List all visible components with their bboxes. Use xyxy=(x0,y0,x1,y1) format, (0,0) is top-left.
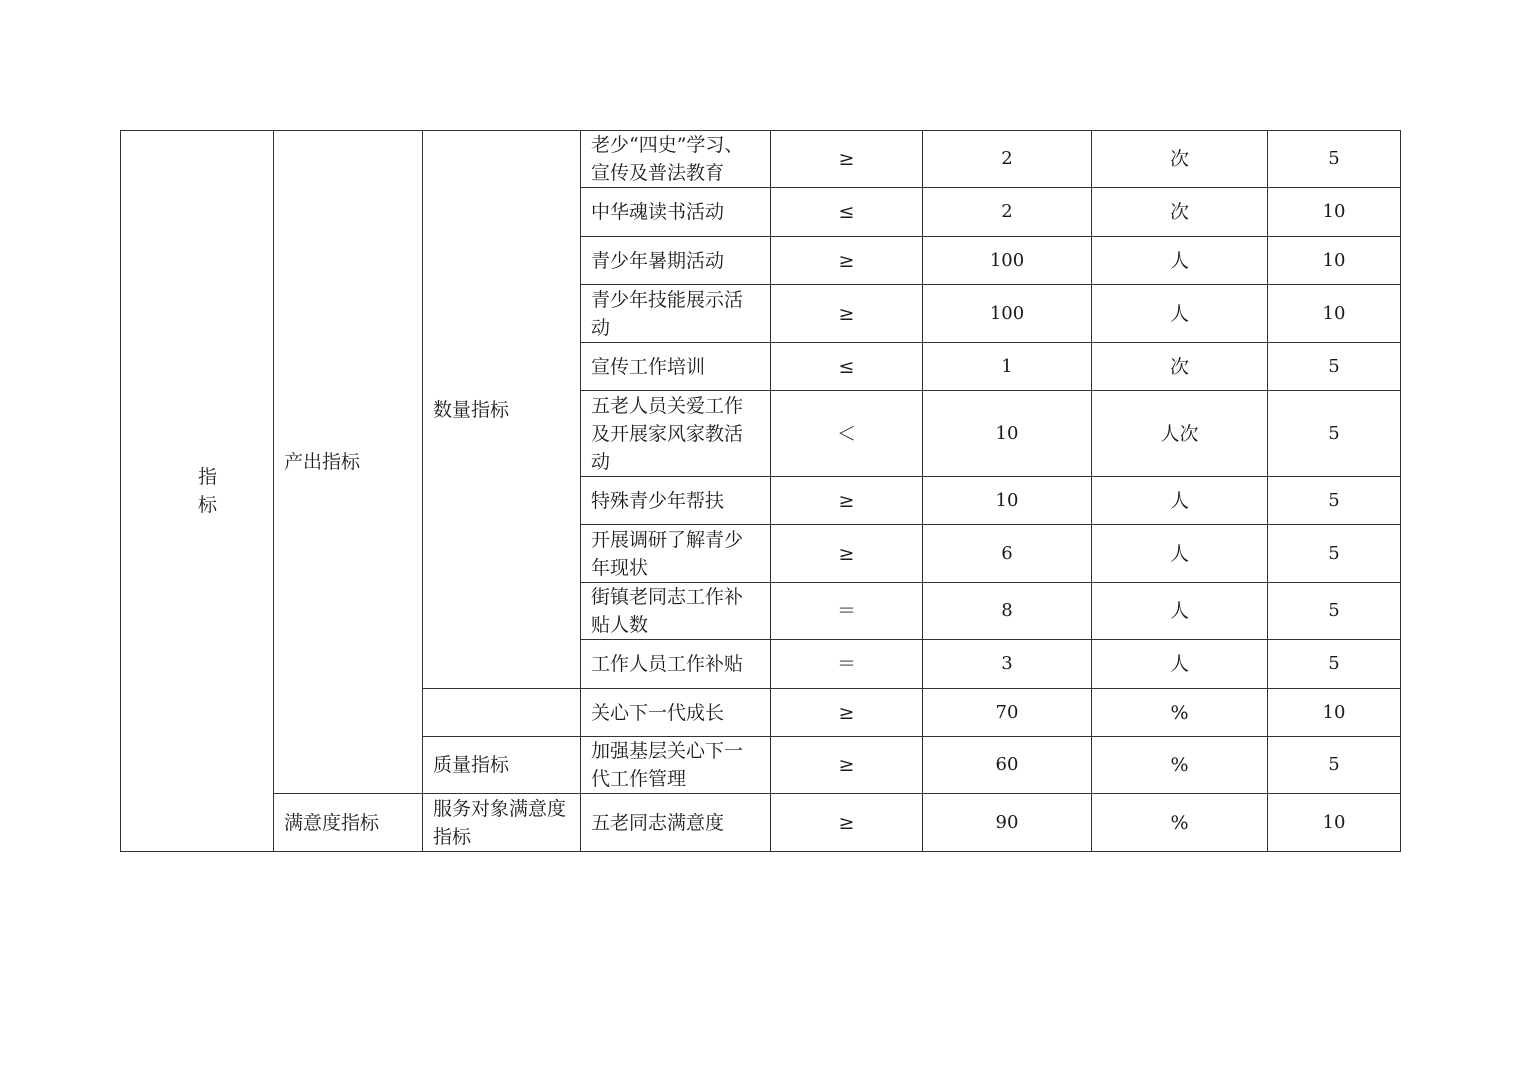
operator-cell: ≥ xyxy=(771,131,923,188)
value-cell: 8 xyxy=(923,583,1092,640)
table-row xyxy=(121,131,1401,188)
indicator-cell: 开展调研了解青少年现状 xyxy=(581,525,771,583)
unit-cell: 人 xyxy=(1092,525,1268,583)
quality-indicator-cell: 质量指标 xyxy=(423,737,581,794)
unit-cell: 人 xyxy=(1092,285,1268,343)
operator-cell: ＜ xyxy=(771,391,923,477)
indicator-cell: 街镇老同志工作补贴人数 xyxy=(581,583,771,640)
operator-cell: ≥ xyxy=(771,525,923,583)
unit-cell: % xyxy=(1092,794,1268,852)
indicator-cell: 宣传工作培训 xyxy=(581,343,771,391)
score-cell: 5 xyxy=(1268,525,1401,583)
score-cell: 5 xyxy=(1268,391,1401,477)
unit-cell: 次 xyxy=(1092,131,1268,188)
unit-cell: 人 xyxy=(1092,477,1268,525)
value-cell: 60 xyxy=(923,737,1092,794)
satisfaction-indicator-cell: 满意度指标 xyxy=(274,794,423,852)
indicator-cell: 特殊青少年帮扶 xyxy=(581,477,771,525)
indicator-cell: 老少“四史”学习、宣传及普法教育 xyxy=(581,131,771,188)
unit-cell: 次 xyxy=(1092,188,1268,237)
quantity-indicator-cell: 数量指标 xyxy=(423,131,581,689)
operator-cell: ≥ xyxy=(771,794,923,852)
value-cell: 90 xyxy=(923,794,1092,852)
table-row xyxy=(121,794,1401,852)
unit-cell: % xyxy=(1092,689,1268,737)
indicator-cell: 青少年暑期活动 xyxy=(581,237,771,285)
quality-blank-cell xyxy=(423,689,581,737)
level0-cell xyxy=(121,131,274,852)
score-cell: 10 xyxy=(1268,794,1401,852)
value-cell: 2 xyxy=(923,188,1092,237)
unit-cell: 人次 xyxy=(1092,391,1268,477)
operator-cell: ＝ xyxy=(771,640,923,689)
value-cell: 2 xyxy=(923,131,1092,188)
indicator-cell: 关心下一代成长 xyxy=(581,689,771,737)
score-cell: 10 xyxy=(1268,237,1401,285)
value-cell: 1 xyxy=(923,343,1092,391)
indicator-cell: 加强基层关心下一代工作管理 xyxy=(581,737,771,794)
operator-cell: ≥ xyxy=(771,477,923,525)
score-cell: 10 xyxy=(1268,689,1401,737)
performance-indicator-table xyxy=(120,130,1401,852)
score-cell: 5 xyxy=(1268,343,1401,391)
unit-cell: 人 xyxy=(1092,237,1268,285)
indicator-cell: 青少年技能展示活动 xyxy=(581,285,771,343)
unit-cell: 人 xyxy=(1092,640,1268,689)
operator-cell: ≥ xyxy=(771,237,923,285)
score-cell: 10 xyxy=(1268,188,1401,237)
score-cell: 5 xyxy=(1268,477,1401,525)
value-cell: 10 xyxy=(923,477,1092,525)
value-cell: 6 xyxy=(923,525,1092,583)
indicator-cell: 工作人员工作补贴 xyxy=(581,640,771,689)
indicator-cell: 五老人员关爱工作及开展家风家教活动 xyxy=(581,391,771,477)
value-cell: 3 xyxy=(923,640,1092,689)
value-cell: 10 xyxy=(923,391,1092,477)
operator-cell: ≤ xyxy=(771,188,923,237)
value-cell: 100 xyxy=(923,285,1092,343)
unit-cell: 人 xyxy=(1092,583,1268,640)
score-cell: 5 xyxy=(1268,131,1401,188)
service-satisfaction-cell: 服务对象满意度指标 xyxy=(423,794,581,852)
operator-cell: ≥ xyxy=(771,285,923,343)
score-cell: 5 xyxy=(1268,583,1401,640)
unit-cell: % xyxy=(1092,737,1268,794)
score-cell: 5 xyxy=(1268,640,1401,689)
indicator-cell: 中华魂读书活动 xyxy=(581,188,771,237)
output-indicator-cell: 产出指标 xyxy=(274,131,423,794)
operator-cell: ＝ xyxy=(771,583,923,640)
indicator-cell: 五老同志满意度 xyxy=(581,794,771,852)
value-cell: 100 xyxy=(923,237,1092,285)
score-cell: 5 xyxy=(1268,737,1401,794)
level0-label: 指 标 xyxy=(198,466,218,516)
operator-cell: ≥ xyxy=(771,737,923,794)
operator-cell: ≤ xyxy=(771,343,923,391)
value-cell: 70 xyxy=(923,689,1092,737)
score-cell: 10 xyxy=(1268,285,1401,343)
unit-cell: 次 xyxy=(1092,343,1268,391)
operator-cell: ≥ xyxy=(771,689,923,737)
